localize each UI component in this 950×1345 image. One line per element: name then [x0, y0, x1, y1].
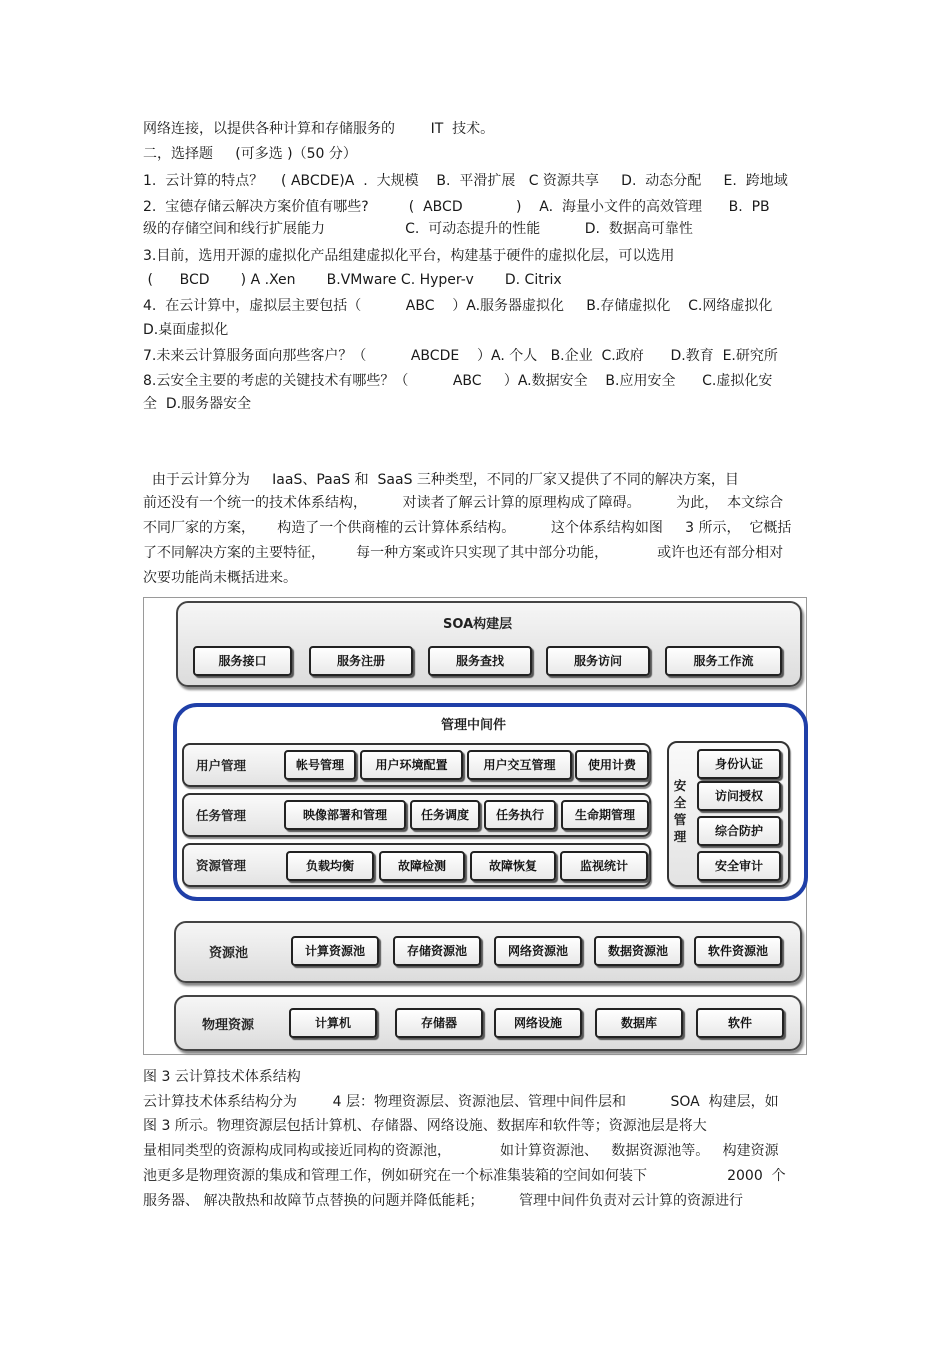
middleware-item: 用户交互管理 [467, 750, 572, 780]
task-management-row [182, 793, 651, 837]
middleware-item: 使用计费 [575, 750, 649, 780]
middleware-item: 任务执行 [484, 800, 556, 830]
soa-item: 服务访问 [546, 646, 650, 676]
soa-item: 服务接口 [193, 646, 292, 676]
text-line: 3.目前，选用开源的虚拟化产品组建虚拟化平台，构建基于硬件的虚拟化层，可以选用 [143, 248, 675, 264]
middleware-item: 任务调度 [410, 800, 480, 830]
row-label: 任务管理 [196, 808, 247, 823]
middleware-item: 监视统计 [560, 851, 648, 881]
resource-pool-layer [174, 921, 802, 983]
middleware-item: 故障检测 [379, 851, 465, 881]
middleware-item: 故障恢复 [470, 851, 556, 881]
resource-pool-item: 软件资源池 [694, 936, 782, 966]
security-management [667, 741, 790, 887]
middleware-item: 负载均衡 [286, 851, 374, 881]
user-management-row [182, 743, 651, 787]
text-line: 次要功能尚未概括进来。 [143, 570, 297, 586]
text-line: 前还没有一个统一的技术体系结构， 对读者了解云计算的原理构成了障碍。 为此， 本文综合 [143, 495, 784, 511]
text-line: 8.云安全主要的考虑的关键技术有哪些？（ ABC ）A.数据安全 B.应用安全 C.虚拟化安 [143, 373, 773, 389]
soa-layer-title: SOA构建层 [443, 617, 513, 632]
text-line: 级的存储空间和线行扩展能力 C. 可动态提升的性能 D. 数据高可靠性 [143, 221, 693, 237]
middleware-item: 用户环境配置 [360, 750, 463, 780]
text-line: 池更多是物理资源的集成和管理工作，例如研究在一个标准集装箱的空间如何装下 2000 个 [143, 1168, 786, 1184]
soa-item: 服务查找 [428, 646, 532, 676]
resource-pool-title: 资源池 [209, 946, 249, 961]
resource-management-row [182, 843, 651, 887]
text-line: 4. 在云计算中，虚拟层主要包括（ ABC ）A.服务器虚拟化 B.存储虚拟化 C.网络虚拟化 [143, 298, 773, 314]
resource-pool-item: 网络资源池 [494, 936, 582, 966]
text-line: 2. 宝德存储云解决方案价值有哪些? ( ABCD ) A. 海量小文件的高效管理 B. PB [143, 199, 770, 215]
middleware-item: 映像部署和管理 [284, 800, 406, 830]
text-line: 不同厂家的方案， 构造了一个供商榷的云计算体系结构。 这个体系结构如图 3 所示， 它概括 [143, 520, 792, 536]
security-item: 身份认证 [697, 749, 781, 779]
security-item: 综合防护 [697, 816, 781, 846]
middleware-layer [173, 703, 808, 901]
resource-pool-item: 计算资源池 [291, 936, 379, 966]
text-line: 1. 云计算的特点？ ( ABCDE)A . 大规模 B. 平滑扩展 C 资源共享 D. 动态分配 E. 跨地域 [143, 173, 788, 189]
text-line: ( BCD ) A .Xen B.VMware C. Hyper-v D. Citrix [143, 272, 562, 288]
soa-item: 服务注册 [309, 646, 413, 676]
text-line: D.桌面虚拟化 [143, 322, 229, 338]
text-line: 网络连接，以提供各种计算和存储服务的 IT 技术。 [143, 121, 495, 137]
physical-item: 软件 [696, 1008, 784, 1038]
resource-pool-item: 数据资源池 [594, 936, 682, 966]
physical-item: 数据库 [595, 1008, 683, 1038]
resource-pool-item: 存储资源池 [393, 936, 481, 966]
middleware-item: 帐号管理 [284, 750, 356, 780]
physical-item: 网络设施 [494, 1008, 582, 1038]
figure-caption: 图 3 云计算技术体系结构 [143, 1069, 301, 1085]
architecture-figure [143, 597, 807, 1055]
text-line: 全 D.服务器安全 [143, 396, 252, 412]
physical-item: 存储器 [395, 1008, 483, 1038]
security-label-char: 理 [673, 829, 687, 844]
middleware-item: 生命期管理 [561, 800, 649, 830]
physical-resource-title: 物理资源 [202, 1018, 255, 1033]
security-item: 访问授权 [697, 781, 781, 811]
middleware-title: 管理中间件 [441, 718, 507, 733]
physical-resource-layer [174, 995, 802, 1051]
security-item: 安全审计 [697, 851, 781, 881]
text-line: 图 3 所示。物理资源层包括计算机、存储器、网络设施、数据库和软件等；资源池层是将大 [143, 1118, 707, 1134]
row-label: 资源管理 [196, 858, 247, 873]
physical-item: 计算机 [289, 1008, 377, 1038]
security-label-char: 管 [673, 812, 687, 827]
text-line: 7.未来云计算服务面向那些客户？（ ABCDE ）A. 个人 B.企业 C.政府 D.教育 E.研究所 [143, 348, 778, 364]
text-line: 二，选择题 (可多选 )（50 分） [143, 146, 357, 162]
text-line: 云计算技术体系结构分为 4 层：物理资源层、资源池层、管理中间件层和 SOA 构建层，如 [143, 1094, 779, 1110]
soa-layer [176, 601, 802, 687]
text-line: 服务器、 解决散热和故障节点替换的问题并降低能耗； 管理中间件负责对云计算的资源进行 [143, 1193, 744, 1209]
row-label: 用户管理 [196, 758, 247, 773]
text-line: 量相同类型的资源构成同构或接近同构的资源池， 如计算资源池、 数据资源池等。 构建资源 [143, 1143, 779, 1159]
text-line: 了不同解决方案的主要特征， 每一种方案或许只实现了其中部分功能， 或许也还有部分相对 [143, 545, 784, 561]
security-label-char: 全 [673, 795, 687, 810]
soa-item: 服务工作流 [665, 646, 782, 676]
text-line: 由于云计算分为 IaaS、PaaS 和 SaaS 三种类型，不同的厂家又提供了不同的解决方案，目 [143, 472, 739, 488]
security-label-char: 安 [673, 778, 687, 793]
